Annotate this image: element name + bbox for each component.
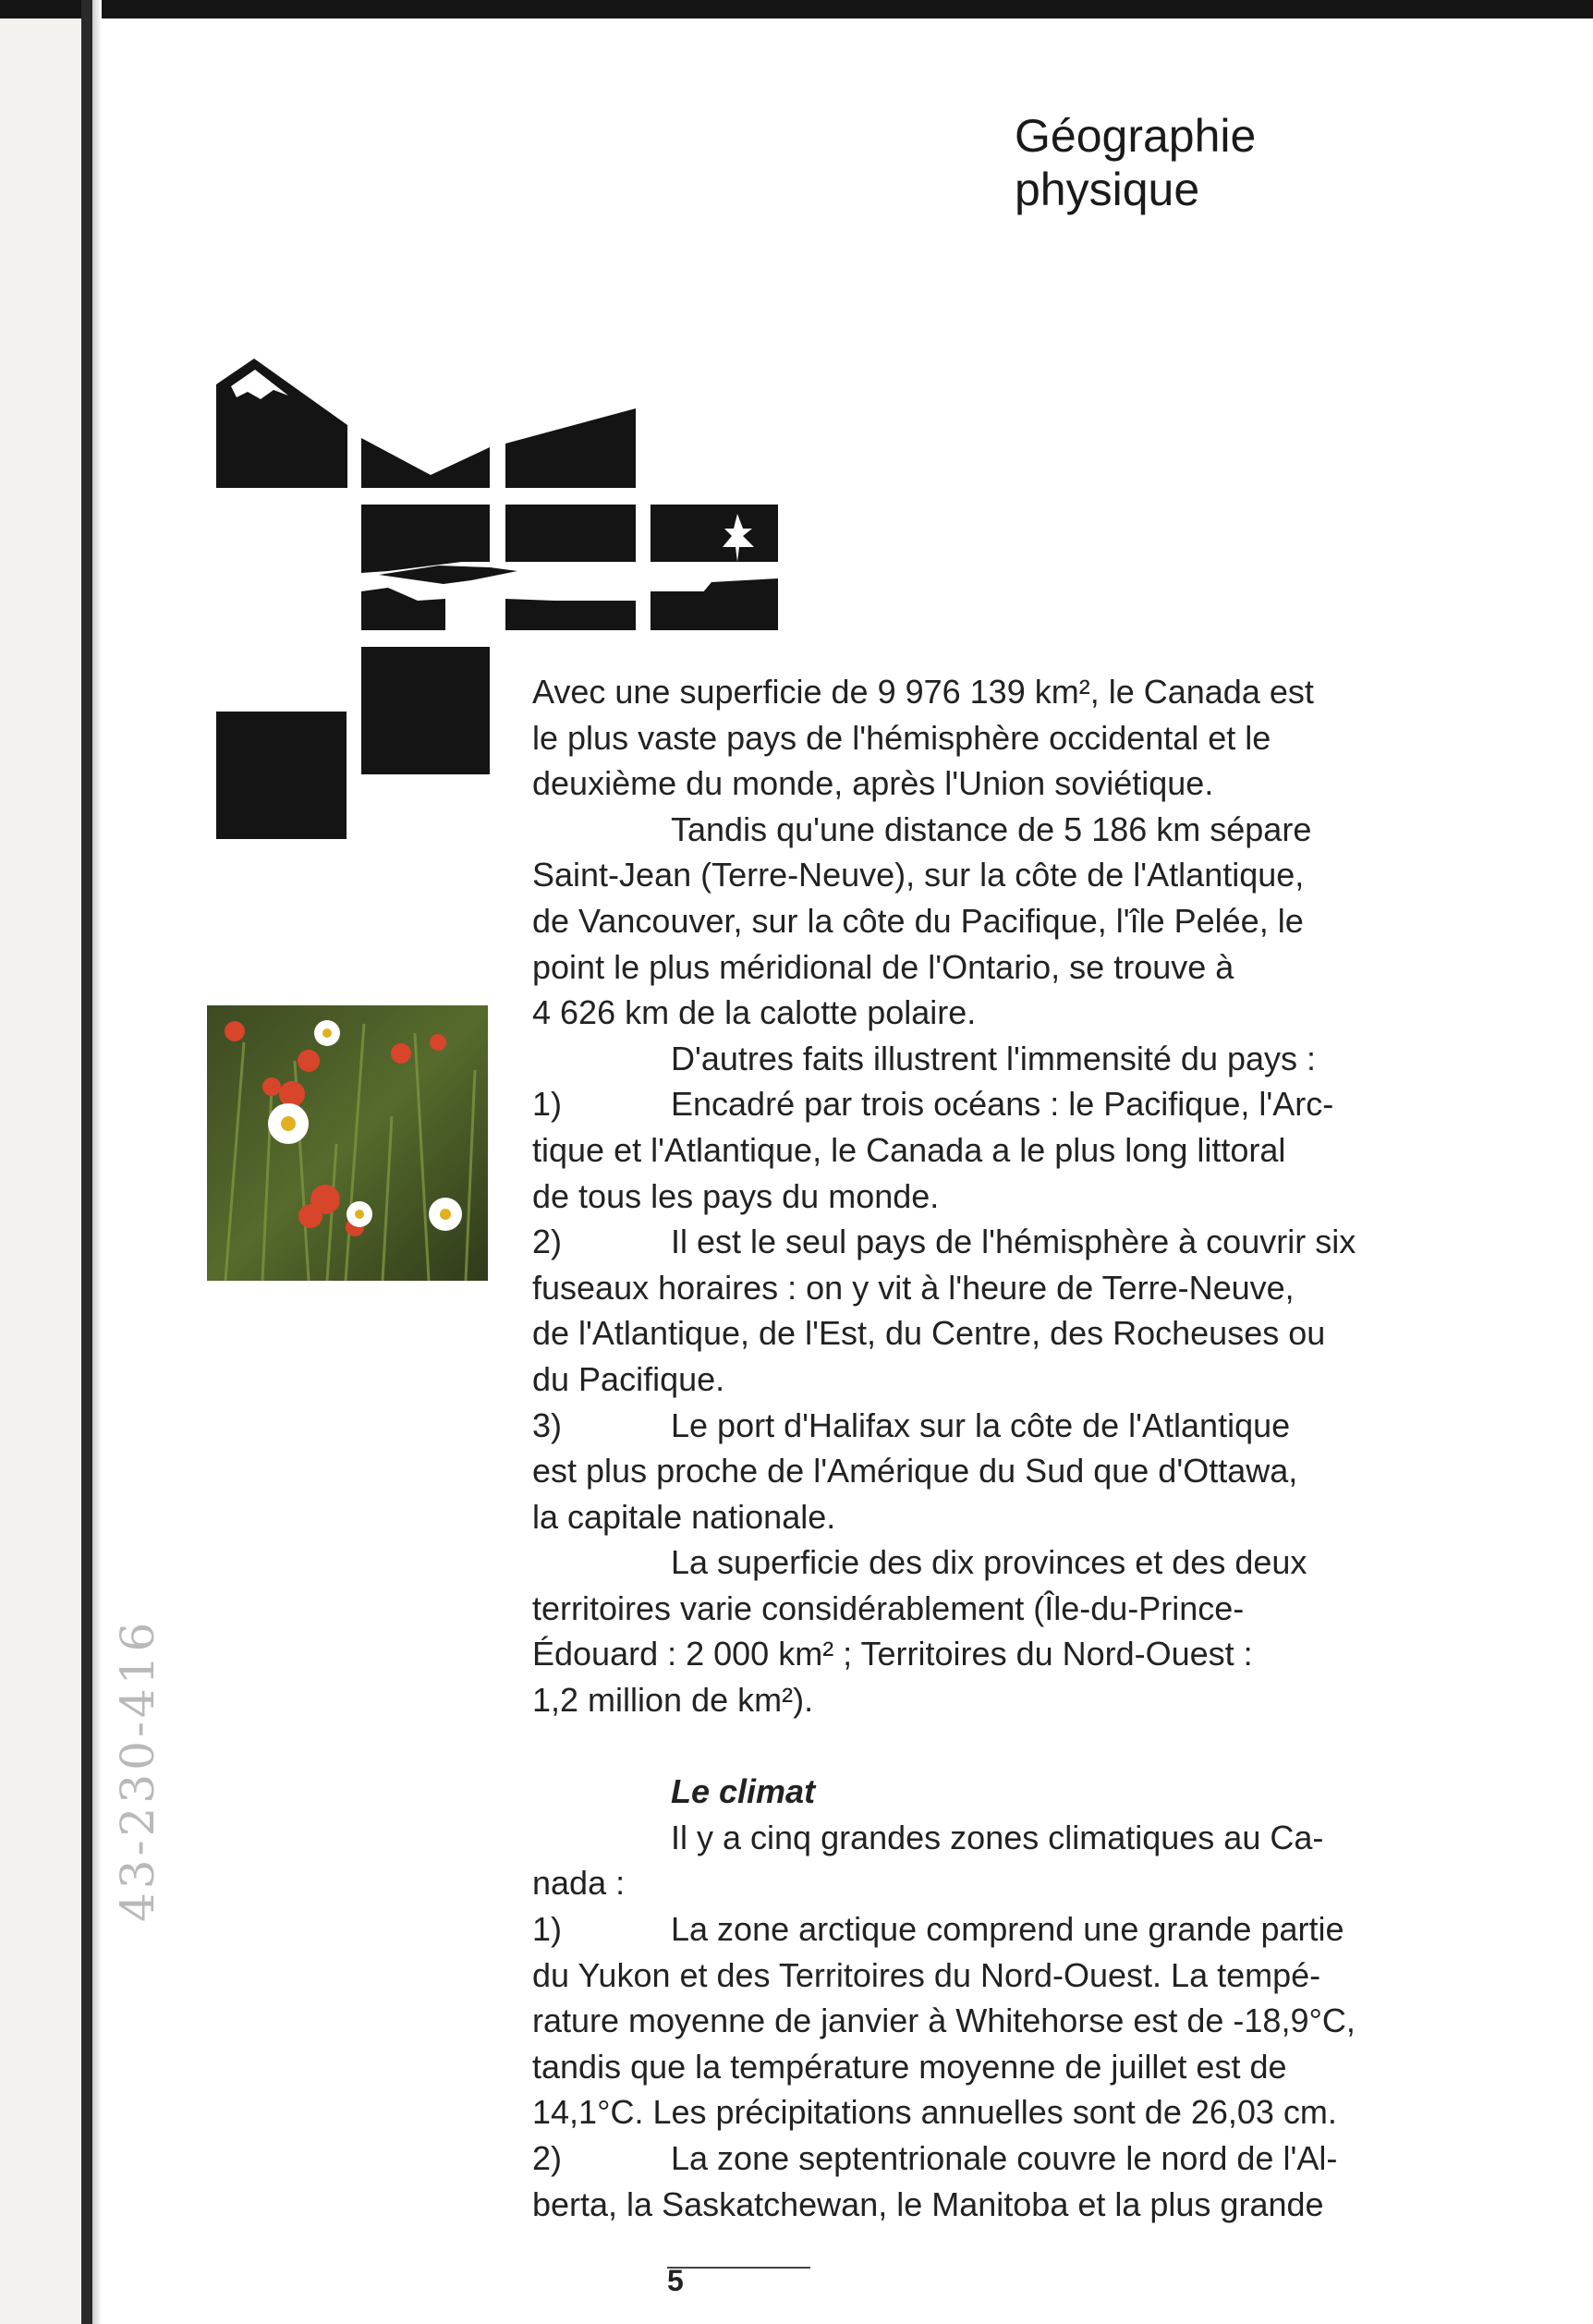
text-line-content: deuxième du monde, après l'Union soviétique. [532, 764, 1214, 803]
text-line [532, 715, 1465, 761]
text-line [532, 898, 1465, 944]
text-line-content: 4 626 km de la calotte polaire. [532, 993, 977, 1032]
text-line-content: D'autres faits illustrent l'immensité du pays : [671, 1039, 1317, 1077]
text-line [532, 2135, 1465, 2182]
text-line [532, 1494, 1465, 1540]
text-line [532, 2089, 1465, 2135]
text-line-content: La superficie des dix provinces et des deux [671, 1543, 1307, 1582]
text-line [532, 1953, 1465, 1999]
logo-tile-water-left [361, 588, 445, 630]
text-line-content: 14,1°C. Les précipitations annuelles sont de 26,03 cm. [532, 2093, 1337, 2132]
logo-tile-ridge [505, 408, 636, 488]
book-spine [81, 0, 92, 2324]
logo-tile-sea [505, 599, 636, 630]
text-line-content: Avec une superficie de 9 976 139 km², le Canada est [532, 673, 1314, 711]
logo-tile-slope [361, 438, 490, 488]
subsection-heading-text: Le climat [671, 1772, 816, 1811]
section-title-line2: physique [1015, 164, 1200, 215]
text-line-content: territoires varie considérablement (Île-du-Prince- [532, 1588, 1245, 1627]
section-title [1015, 109, 1256, 216]
text-line [532, 2044, 1465, 2090]
text-line-content: 1,2 million de km²). [532, 1681, 814, 1720]
text-line [532, 944, 1465, 991]
list-number: 3) [532, 1405, 563, 1444]
text-line-content: du Yukon et des Territoires du Nord-Ouest. La tempé- [532, 1955, 1321, 1994]
margin-pencil-note: 43-230-416 [111, 1618, 164, 1922]
text-line-content: Le port d'Halifax sur la côte de l'Atlantique [671, 1405, 1291, 1444]
text-line [532, 2182, 1465, 2228]
text-line [532, 760, 1465, 807]
text-line [532, 1586, 1465, 1632]
text-line-content: fuseaux horaires : on y vit à l'heure de Terre-Neuve, [532, 1268, 1295, 1307]
text-line [532, 1448, 1465, 1494]
text-line [532, 1860, 1465, 1906]
text-line-content: de Vancouver, sur la côte du Pacifique, l'île Pelée, le [532, 901, 1304, 940]
section-title-line1: Géographie [1015, 110, 1257, 162]
logo-tile-water-mid [505, 505, 636, 562]
spine-shadow [92, 0, 102, 2324]
text-line [532, 1631, 1465, 1677]
text-line [532, 1815, 1465, 1861]
text-line-content: rature moyenne de janvier à Whitehorse est de -18,9°C, [532, 2002, 1356, 2040]
text-line [532, 807, 1465, 853]
text-line-content: du Pacifique. [532, 1359, 725, 1398]
text-line-content: Saint-Jean (Terre-Neuve), sur la côte de l'Atlantique, [532, 856, 1305, 894]
logo-tile-shore [361, 505, 490, 573]
text-line-content: Tandis qu'une distance de 5 186 km sépare [671, 809, 1312, 848]
text-line [532, 1174, 1465, 1220]
text-line-content: la capitale nationale. [532, 1497, 836, 1536]
page-number: 5 [667, 2264, 684, 2297]
scan-top-edge [0, 0, 1593, 18]
text-line [532, 1906, 1465, 1953]
text-line [532, 669, 1465, 715]
text-line-content: Encadré par trois océans : le Pacifique, l'Arc- [671, 1085, 1334, 1124]
text-line-content: de tous les pays du monde. [532, 1176, 940, 1215]
text-line-content: nada : [532, 1864, 626, 1903]
text-line-content: Édouard : 2 000 km² ; Territoires du Nord-Ouest : [532, 1635, 1253, 1673]
logo-tile-mountain [216, 359, 347, 488]
text-line-content: tique et l'Atlantique, le Canada a le plus long littoral [532, 1130, 1286, 1169]
folio-rule [667, 2267, 810, 2269]
text-line-content: Il est le seul pays de l'hémisphère à couvrir six [671, 1223, 1356, 1261]
text-line-content: La zone septentrionale couvre le nord de l'Al- [671, 2139, 1338, 2177]
body-text [532, 669, 1465, 2227]
text-line [532, 1265, 1465, 1311]
text-line-content: Il y a cinq grandes zones climatiques au Ca- [671, 1818, 1324, 1856]
logo-tile-islands [702, 578, 778, 593]
left-margin-strip [0, 18, 81, 2324]
text-line [532, 1127, 1465, 1174]
text-line [532, 990, 1465, 1036]
text-line-content: tandis que la température moyenne de juillet est de [532, 2047, 1287, 2086]
text-line [532, 1539, 1465, 1586]
wildflower-photo [207, 1005, 488, 1281]
list-number: 1) [532, 1910, 563, 1949]
text-line [532, 1081, 1465, 1127]
text-line-content: point le plus méridional de l'Ontario, se trouve à [532, 947, 1234, 986]
subsection-heading [532, 1769, 1465, 1815]
text-line [532, 1036, 1465, 1082]
text-line-content: de l'Atlantique, de l'Est, du Centre, des Rocheuses ou [532, 1314, 1326, 1353]
logo-tile-tree-box [651, 505, 778, 562]
text-line [532, 1723, 1465, 1770]
text-line-content: berta, la Saskatchewan, le Manitoba et la plus grande [532, 2184, 1324, 2223]
text-line-content: le plus vaste pays de l'hémisphère occidental et le [532, 718, 1271, 757]
text-line [532, 1998, 1465, 2044]
list-number: 1) [532, 1085, 563, 1124]
text-line [532, 1219, 1465, 1265]
text-line-content: est plus proche de l'Amérique du Sud que d'Ottawa, [532, 1452, 1298, 1491]
list-number: 2) [532, 1223, 563, 1261]
logo-tile-block-tall [361, 647, 490, 774]
text-line [532, 1677, 1465, 1723]
text-line [532, 1403, 1465, 1449]
text-line [532, 1310, 1465, 1357]
logo-tile-block-low [216, 712, 347, 839]
text-line-content: La zone arctique comprend une grande partie [671, 1910, 1344, 1949]
text-line [532, 1357, 1465, 1403]
list-number: 2) [532, 2139, 563, 2177]
text-line [532, 852, 1465, 898]
logo-tile-shoreline [651, 591, 778, 630]
